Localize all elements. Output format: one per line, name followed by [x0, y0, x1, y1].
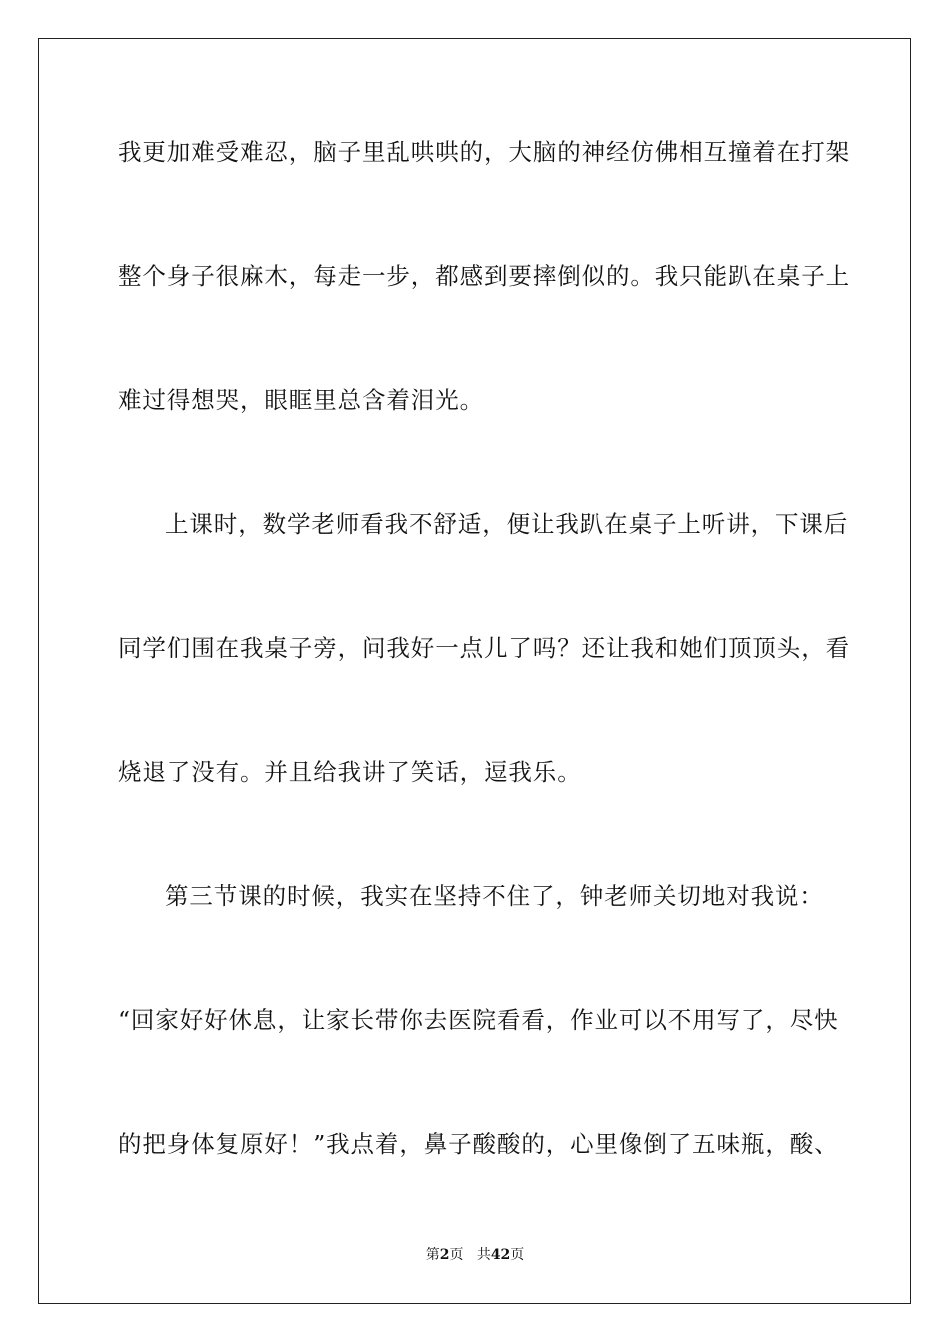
total-suffix: 页 — [510, 1247, 525, 1263]
text-line: 同学们围在我桌子旁，问我好一点儿了吗？还让我和她们顶顶头，看 — [118, 634, 850, 662]
text-line: 整个身子很麻木，每走一步，都感到要摔倒似的。我只能趴在桌子上 — [118, 262, 850, 290]
page-number: 2 — [439, 1247, 450, 1263]
text-line: 难过得想哭，眼眶里总含着泪光。 — [118, 386, 484, 414]
page-border — [38, 38, 911, 1304]
text-line: 我更加难受难忍，脑子里乱哄哄的，大脑的神经仿佛相互撞着在打架 — [118, 138, 850, 166]
text-line: 的把身体复原好！”我点着，鼻子酸酸的，心里像倒了五味瓶，酸、 — [118, 1130, 839, 1158]
text-line: 烧退了没有。并且给我讲了笑话，逗我乐。 — [118, 758, 582, 786]
text-line: “回家好好休息，让家长带你去医院看看，作业可以不用写了，尽快 — [118, 1006, 839, 1034]
total-prefix: 共 — [476, 1247, 491, 1263]
text-line: 上课时，数学老师看我不舒适，便让我趴在桌子上听讲，下课后 — [165, 510, 849, 538]
page-footer — [0, 1246, 950, 1264]
total-pages: 42 — [490, 1247, 511, 1263]
page-suffix: 页 — [449, 1247, 464, 1263]
text-line: 第三节课的时候，我实在坚持不住了，钟老师关切地对我说： — [165, 882, 824, 910]
page-prefix: 第 — [425, 1247, 440, 1263]
